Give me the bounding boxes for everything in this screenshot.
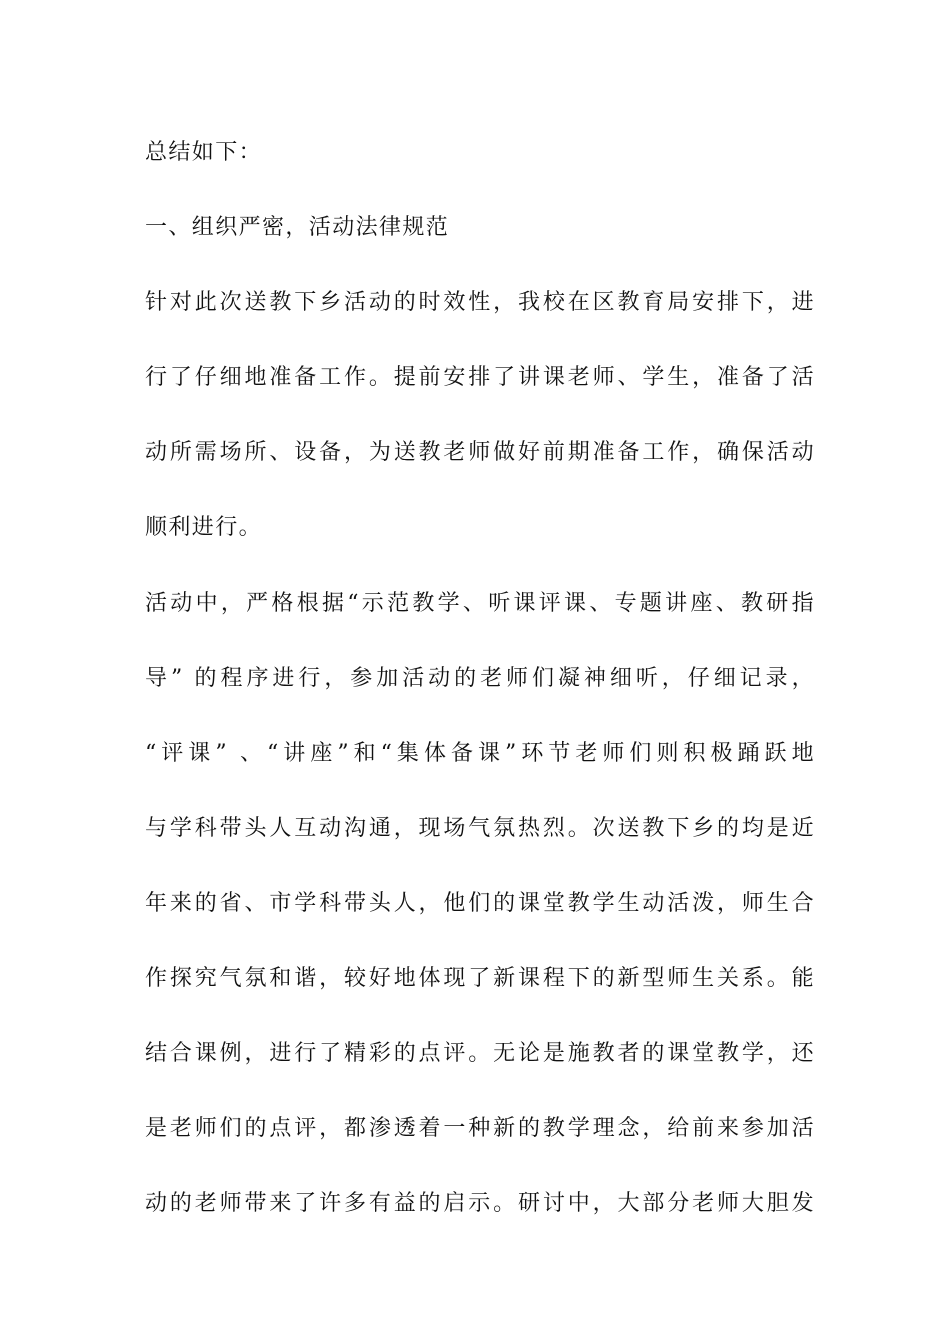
paragraph2-line: 导” 的程序进行，参加活动的老师们凝神细听，仔细记录， xyxy=(145,666,815,691)
paragraph1-line: 动所需场所、设备，为送教老师做好前期准备工作，确保活动 xyxy=(145,440,815,465)
paragraph1-line: 针对此次送教下乡活动的时效性，我校在区教育局安排下，进 xyxy=(145,290,815,315)
paragraph2-line: 年来的省、市学科带头人，他们的课堂教学生动活泼，师生合 xyxy=(145,891,815,916)
paragraph1-line: 顺利进行。 xyxy=(145,515,263,540)
paragraph2-line: 结合课例，进行了精彩的点评。无论是施教者的课堂教学，还 xyxy=(145,1041,815,1066)
paragraph2-line: 是老师们的点评，都渗透着一种新的教学理念，给前来参加活 xyxy=(145,1116,815,1141)
section-heading: 一、组织严密，活动法律规范 xyxy=(145,215,450,240)
paragraph2-line: 与学科带头人互动沟通，现场气氛热烈。次送教下乡的均是近 xyxy=(145,816,815,841)
paragraph1-line: 行了仔细地准备工作。提前安排了讲课老师、学生，准备了活 xyxy=(145,365,815,390)
paragraph2-line: “评课” 、“讲座”和“集体备课”环节老师们则积极踊跃地 xyxy=(145,741,815,766)
intro-text: 总结如下： xyxy=(145,140,263,165)
paragraph2-line: 活动中，严格根据“示范教学、听课评课、专题讲座、教研指 xyxy=(145,591,815,616)
paragraph2-line: 作探究气氛和谐，较好地体现了新课程下的新型师生关系。能 xyxy=(145,966,815,991)
paragraph2-line: 动的老师带来了许多有益的启示。研讨中，大部分老师大胆发 xyxy=(145,1191,815,1216)
